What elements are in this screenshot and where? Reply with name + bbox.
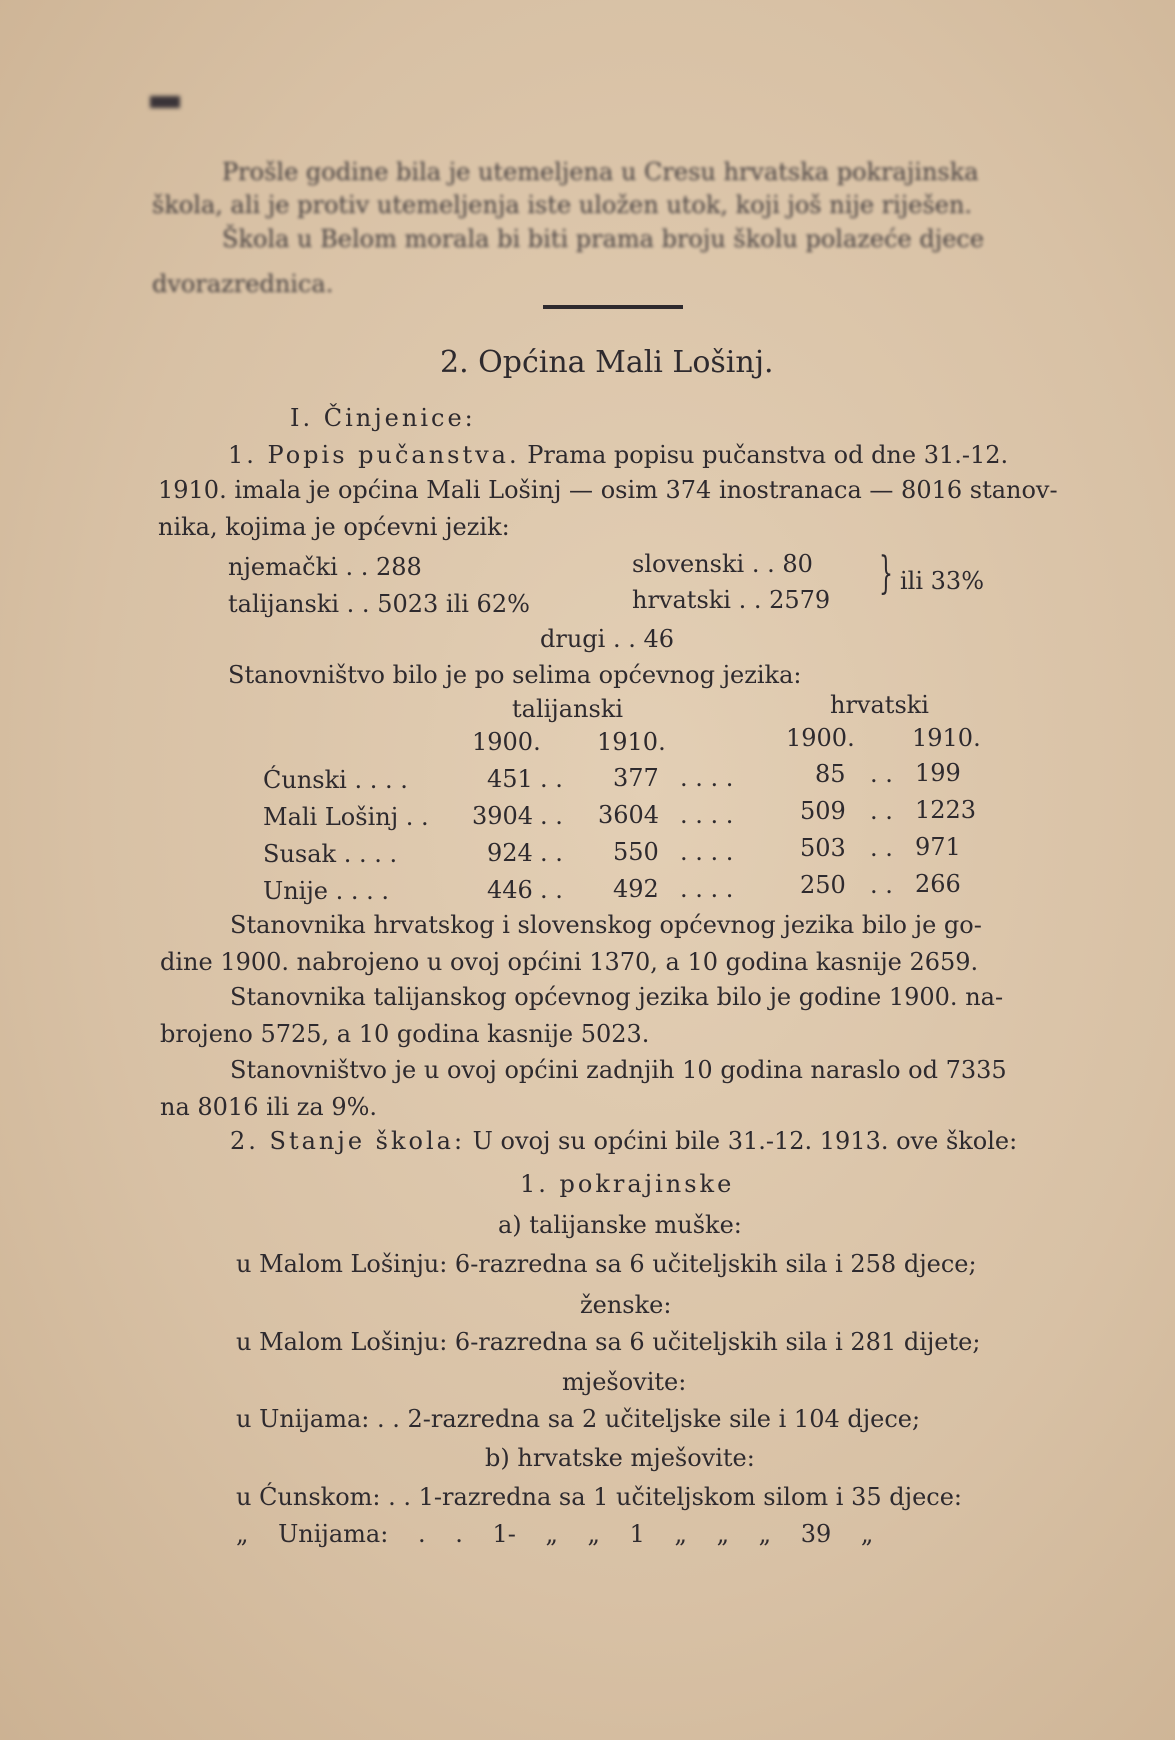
zenske-heading: ženske: [580, 1291, 672, 1319]
lang-combined: ili 33% [900, 567, 984, 595]
group-talijanski: talijanski [512, 695, 624, 723]
table-cell: 451 [487, 765, 533, 793]
a-line: u Malom Lošinju: 6-razredna sa 6 učiteljskih sila i 258 djece; [236, 1250, 977, 1278]
paragraph-line: Stanovnika talijanskog općevnog jezika bilo je godine 1900. na- [230, 983, 1004, 1011]
table-sep: . . [540, 802, 563, 830]
table-cell: 266 [915, 870, 961, 898]
popis-line-3: nika, kojima je općevni jezik: [158, 513, 510, 541]
section-subtitle: I. Činjenice: [290, 404, 476, 432]
table-sep: . . [870, 871, 893, 899]
mjesovite-heading: mješovite: [562, 1368, 687, 1396]
popis-line-2: 1910. imala je općina Mali Lošinj — osim 374 inostranaca — 8016 stanov- [158, 476, 1058, 504]
intro-line: dvorazrednica. [152, 270, 334, 298]
table-sep: . . [870, 760, 893, 788]
b-heading: b) hrvatske mješovite: [485, 1444, 755, 1472]
intro-line: Prošle godine bila je utemeljena u Cresu hrvatska pokrajinska [222, 158, 979, 186]
table-place: Ćunski . . . . [263, 766, 408, 794]
a-heading: a) talijanske muške: [498, 1211, 742, 1239]
table-cell: 85 [815, 760, 846, 788]
table-cell: 250 [800, 871, 846, 899]
table-cell: 550 [613, 838, 659, 866]
section-title: 2. Općina Mali Lošinj. [440, 345, 774, 380]
table-cell: 924 [487, 839, 533, 867]
table-dots: . . . . [680, 764, 734, 792]
popis-heading: 1. Popis pučanstva. [228, 441, 520, 469]
pokrajinske-heading: 1. pokrajinske [520, 1170, 735, 1198]
table-dots: . . . . [680, 875, 734, 903]
paragraph-line: brojeno 5725, a 10 godina kasnije 5023. [160, 1020, 650, 1048]
paragraph-line: Stanovnika hrvatskog i slovenskog općevnog jezika bilo je go- [230, 911, 982, 939]
intro-line: škola, ali je protiv utemeljenja iste uložen utok, koji još nije riješen. [152, 191, 973, 219]
lang-drugi: drugi . . 46 [540, 625, 675, 653]
table-cell: 509 [800, 797, 846, 825]
table-cell: 446 [487, 876, 533, 904]
paragraph-line: Stanovništvo je u ovoj općini zadnjih 10 godina naraslo od 7335 [230, 1056, 1007, 1084]
table-place: Susak . . . . [263, 840, 398, 868]
popis-text: Prama popisu pučanstva od dne 31.-12. [527, 441, 1009, 469]
year-header: 1900. [786, 724, 855, 752]
lang-talijanski: talijanski . . 5023 ili 62% [228, 590, 530, 618]
schools-line [230, 1129, 1017, 1153]
year-header: 1910. [912, 724, 981, 752]
last-line: „ Unijama: . . 1- „ „ 1 „ „ „ 39 „ [236, 1520, 874, 1548]
table-sep: . . [870, 834, 893, 862]
group-hrvatski: hrvatski [830, 691, 929, 719]
zenske-line: u Malom Lošinju: 6-razredna sa 6 učiteljskih sila i 281 dijete; [236, 1328, 981, 1356]
schools-intro: U ovoj su općini bile 31.-12. 1913. ove škole: [472, 1127, 1018, 1155]
brace: } [879, 548, 893, 599]
table-sep: . . [870, 797, 893, 825]
table-sep: . . [540, 765, 563, 793]
table-intro: Stanovništvo bilo je po selima općevnog jezika: [228, 661, 802, 689]
paragraph-line: na 8016 ili za 9%. [160, 1093, 378, 1121]
lang-njemacki: njemački . . 288 [228, 553, 422, 581]
table-cell: 3904 [472, 802, 534, 830]
table-dots: . . . . [680, 838, 734, 866]
table-dots: . . . . [680, 801, 734, 829]
table-cell: 377 [613, 764, 659, 792]
year-header: 1900. [472, 728, 541, 756]
page-number [150, 96, 180, 108]
year-header: 1910. [597, 728, 666, 756]
lang-slovenski: slovenski . . 80 [632, 550, 813, 578]
table-cell: 199 [915, 759, 961, 787]
b-line: u Ćunskom: . . 1-razredna sa 1 učiteljskom silom i 35 djece: [236, 1483, 962, 1511]
table-sep: . . [540, 876, 563, 904]
section-divider [543, 305, 683, 309]
lang-hrvatski: hrvatski . . 2579 [632, 586, 831, 614]
schools-heading: 2. Stanje škola: [230, 1127, 466, 1155]
table-cell: 1223 [915, 796, 977, 824]
table-cell: 503 [800, 834, 846, 862]
paragraph-line: dine 1900. nabrojeno u ovoj općini 1370, a 10 godina kasnije 2659. [160, 948, 979, 976]
mjesovite-line: u Unijama: . . 2-razredna sa 2 učiteljske sile i 104 djece; [236, 1405, 921, 1433]
table-place: Mali Lošinj . . [263, 803, 429, 831]
table-sep: . . [540, 839, 563, 867]
intro-line: Škola u Belom morala bi biti prama broju školu polazeće djece [222, 225, 985, 253]
table-cell: 492 [613, 875, 659, 903]
popis-line-1 [228, 443, 1008, 467]
table-place: Unije . . . . [263, 877, 390, 905]
table-cell: 3604 [598, 801, 660, 829]
table-cell: 971 [915, 833, 961, 861]
